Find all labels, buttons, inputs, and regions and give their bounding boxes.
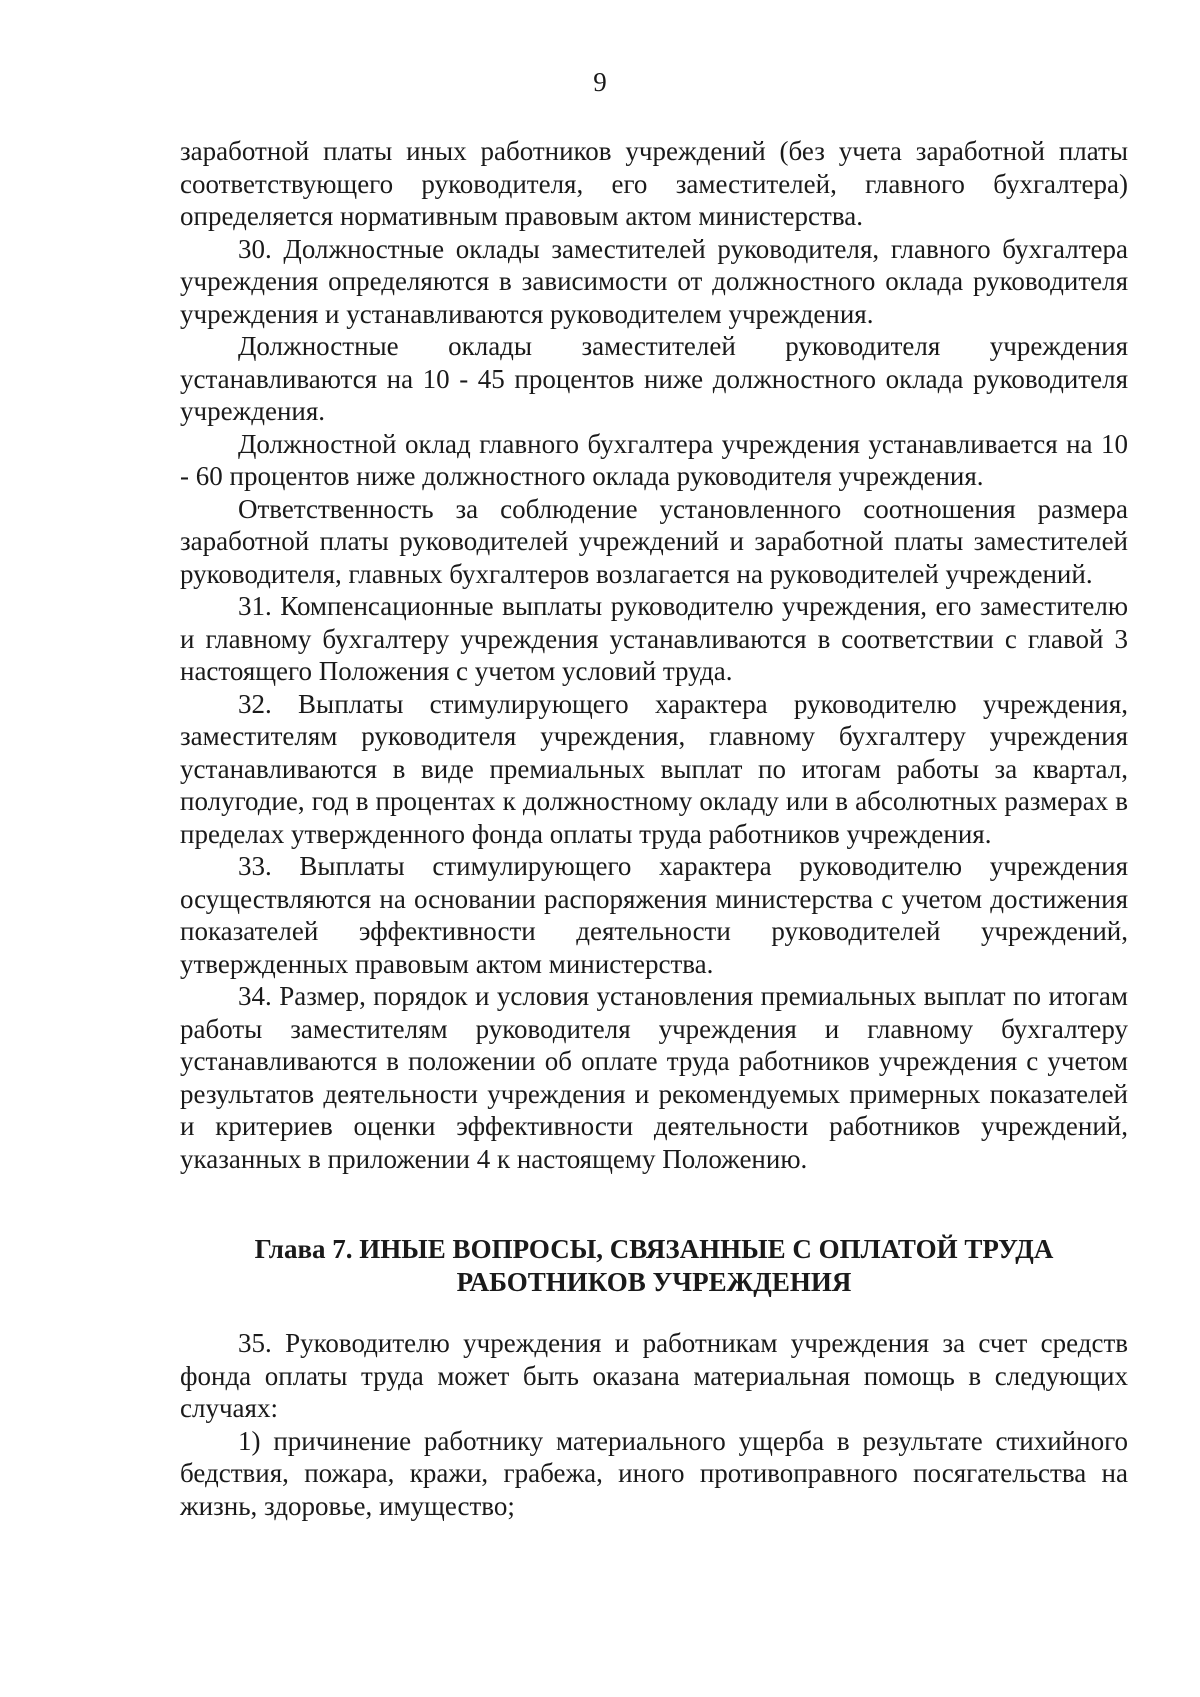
chapter-heading: Глава 7. ИНЫЕ ВОПРОСЫ, СВЯЗАННЫЕ С ОПЛАТОЙ ТРУДА РАБОТНИКОВ УЧРЕЖДЕНИЯ (254, 1234, 1054, 1297)
paragraph-accountant-salary: Должностной оклад главного бухгалтера учреждения устанавливается на 10 - 60 процентов ниже должностного оклада руководителя учреждения. (180, 428, 1128, 491)
paragraph-continuation: заработной платы иных работников учреждений (без учета заработной платы соответствующего руководителя, его заместителей, главного бухгалтера) определяется нормативным правовым актом министерства. (180, 136, 1128, 231)
paragraph-subitem-1: 1) причинение работнику материального ущерба в результате стихийного бедствия, пожара, кражи, грабежа, иного противоправного посягательства на жизнь, здоровье, имущество; (180, 1425, 1128, 1521)
paragraph-item-31: 31. Компенсационные выплаты руководителю учреждения, его заместителю и главному бухгалтеру учреждения устанавливаются в соответствии с главой 3 настоящего Положения с учетом условий труда. (180, 591, 1128, 686)
paragraph-item-30: 30. Должностные оклады заместителей руководителя, главного бухгалтера учреждения определяются в зависимости от должностного оклада руководителя учреждения и устанавливаются руководителем учреждения. (180, 233, 1128, 329)
page-number: 9 (593, 67, 607, 97)
paragraph-item-34: 34. Размер, порядок и условия установления премиальных выплат по итогам работы заместителям руководителя учреждения и главному бухгалтеру устанавливаются в положении об оплате труда работников учреждения с учетом результатов деятельности учреждения и рекомендуемых примерных показателей и критериев оценки эффективности деятельности работников учреждений, указанных в приложении 4 к настоящему Положению. (180, 981, 1128, 1174)
paragraph-item-35: 35. Руководителю учреждения и работникам учреждения за счет средств фонда оплаты труда может быть оказана материальная помощь в следующих случаях: (180, 1328, 1128, 1423)
paragraph-responsibility: Ответственность за соблюдение установленного соотношения размера заработной платы руководителей учреждений и заработной платы заместителей руководителя, главных бухгалтеров возлагается на руководителей учреждений. (180, 493, 1128, 589)
paragraph-item-33: 33. Выплаты стимулирующего характера руководителю учреждения осуществляются на основании распоряжения министерства с учетом достижения показателей эффективности деятельности руководителей учреждений, утвержденных правовым актом министерства. (180, 851, 1128, 979)
paragraph-deputy-salary: Должностные оклады заместителей руководителя учреждения устанавливаются на 10 - 45 процентов ниже должностного оклада руководителя учреждения. (180, 331, 1128, 426)
paragraph-item-32: 32. Выплаты стимулирующего характера руководителю учреждения, заместителям руководителя учреждения, главному бухгалтеру учреждения устанавливаются в виде премиальных выплат по итогам работы за квартал, полугодие, год в процентах к должностному окладу или в абсолютных размерах в пределах утвержденного фонда оплаты труда работников учреждения. (180, 688, 1128, 849)
document-body (180, 135, 1128, 1522)
